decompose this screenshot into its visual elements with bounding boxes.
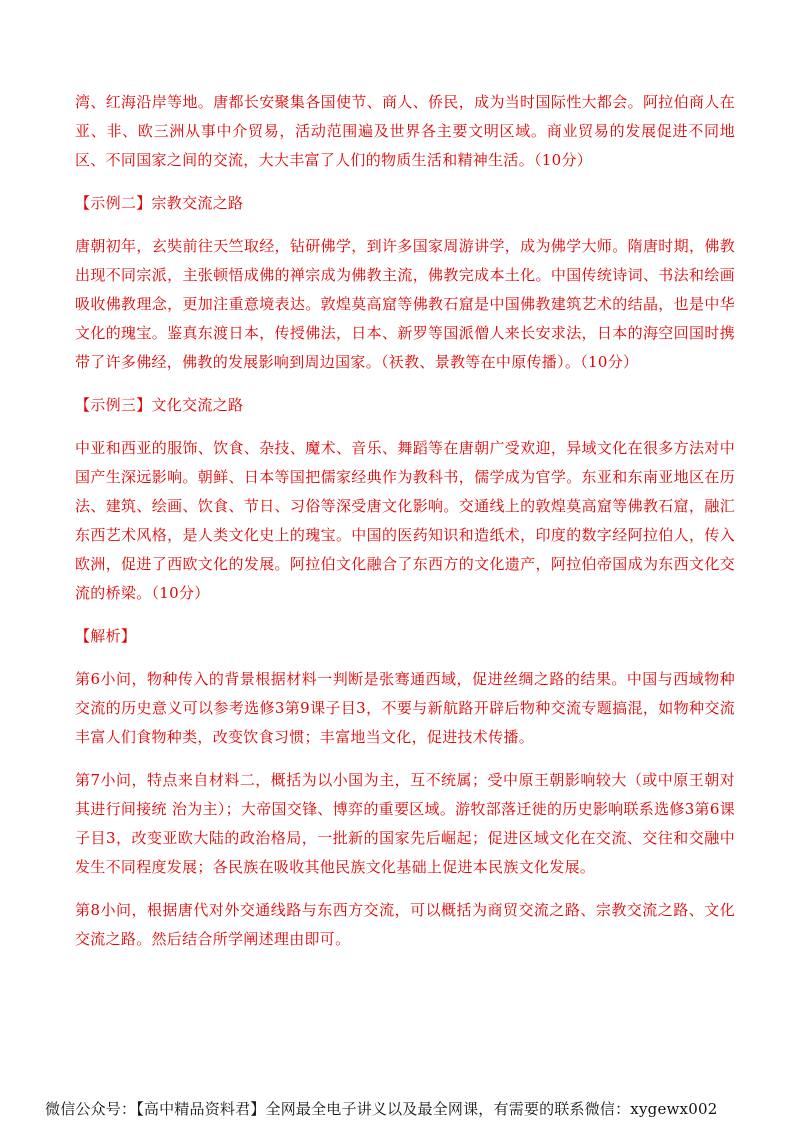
analysis-q6-paragraph: 第6小问，物种传入的背景根据材料一判断是张骞通西域，促进丝绸之路的结果。中国与西域物种交流的历史意义可以参考选修3第9课子目3，不要与新航路开辟后物种交流专题搞混，如物种交流丰富人们食物种类，改变饮食习惯；丰富地当文化，促进技术传播。 (75, 670, 735, 746)
trade-paragraph: 湾、红海沿岸等地。唐都长安聚集各国使节、商人、侨民，成为当时国际性大都会。阿拉伯商人在亚、非、欧三洲从事中介贸易，活动范围遍及世界各主要文明区域。商业贸易的发展促进不同地区、不同国家之间的交流，大大丰富了人们的物质生活和精神生活。（10分） (75, 93, 735, 169)
document-body (75, 88, 735, 968)
footer-notice: 微信公众号：【高中精品资料君】全网最全电子讲义以及最全网课，有需要的联系微信：xygewx002 (45, 1100, 718, 1118)
example3-heading: 【示例三】文化交流之路 (75, 396, 244, 414)
religion-paragraph: 唐朝初年，玄奘前往天竺取经，钻研佛学，到许多国家周游讲学，成为佛学大师。隋唐时期，佛教出现不同宗派，主张顿悟成佛的禅宗成为佛教主流，佛教完成本土化。中国传统诗词、书法和绘画吸收佛教理念，更加注重意境表达。敦煌莫高窟等佛教石窟是中国佛教建筑艺术的结晶，也是中华文化的瑰宝。鉴真东渡日本，传授佛法，日本、新罗等国派僧人来长安求法，日本的海空回国时携带了许多佛经，佛教的发展影响到周边国家。（祆教、景教等在中原传播）。（10分） (75, 237, 735, 371)
culture-paragraph: 中亚和西亚的服饰、饮食、杂技、魔术、音乐、舞蹈等在唐朝广受欢迎，异域文化在很多方法对中国产生深远影响。朝鲜、日本等国把儒家经典作为教科书，儒学成为官学。东亚和东南亚地区在历法、建筑、绘画、饮食、节日、习俗等深受唐文化影响。交通线上的敦煌莫高窟等佛教石窟，融汇东西艺术风格，是人类文化史上的瑰宝。中国的医药知识和造纸术，印度的数字经阿拉伯人，传入欧洲，促进了西欧文化的发展。阿拉伯文化融合了东西方的文化遗产，阿拉伯帝国成为东西文化交流的桥梁。（10分） (75, 439, 735, 602)
analysis-heading: 【解析】 (75, 627, 137, 645)
example2-heading: 【示例二】宗教交流之路 (75, 194, 244, 212)
analysis-q7-paragraph: 第7小问，特点来自材料二，概括为以小国为主，互不统属；受中原王朝影响较大（或中原王朝对其进行间接统 治为主）；大帝国交锋、博弈的重要区域。游牧部落迁徙的历史影响联系选修3第6课子目3，改变亚欧大陆的政治格局，一批新的国家先后崛起；促进区域文化在交流、交往和交融中发生不同程度发展；各民族在吸收其他民族文化基础上促进本民族文化发展。 (75, 771, 735, 876)
analysis-q8-paragraph: 第8小问，根据唐代对外交通线路与东西方交流，可以概括为商贸交流之路、宗教交流之路、文化交流之路。然后结合所学阐述理由即可。 (75, 901, 735, 948)
